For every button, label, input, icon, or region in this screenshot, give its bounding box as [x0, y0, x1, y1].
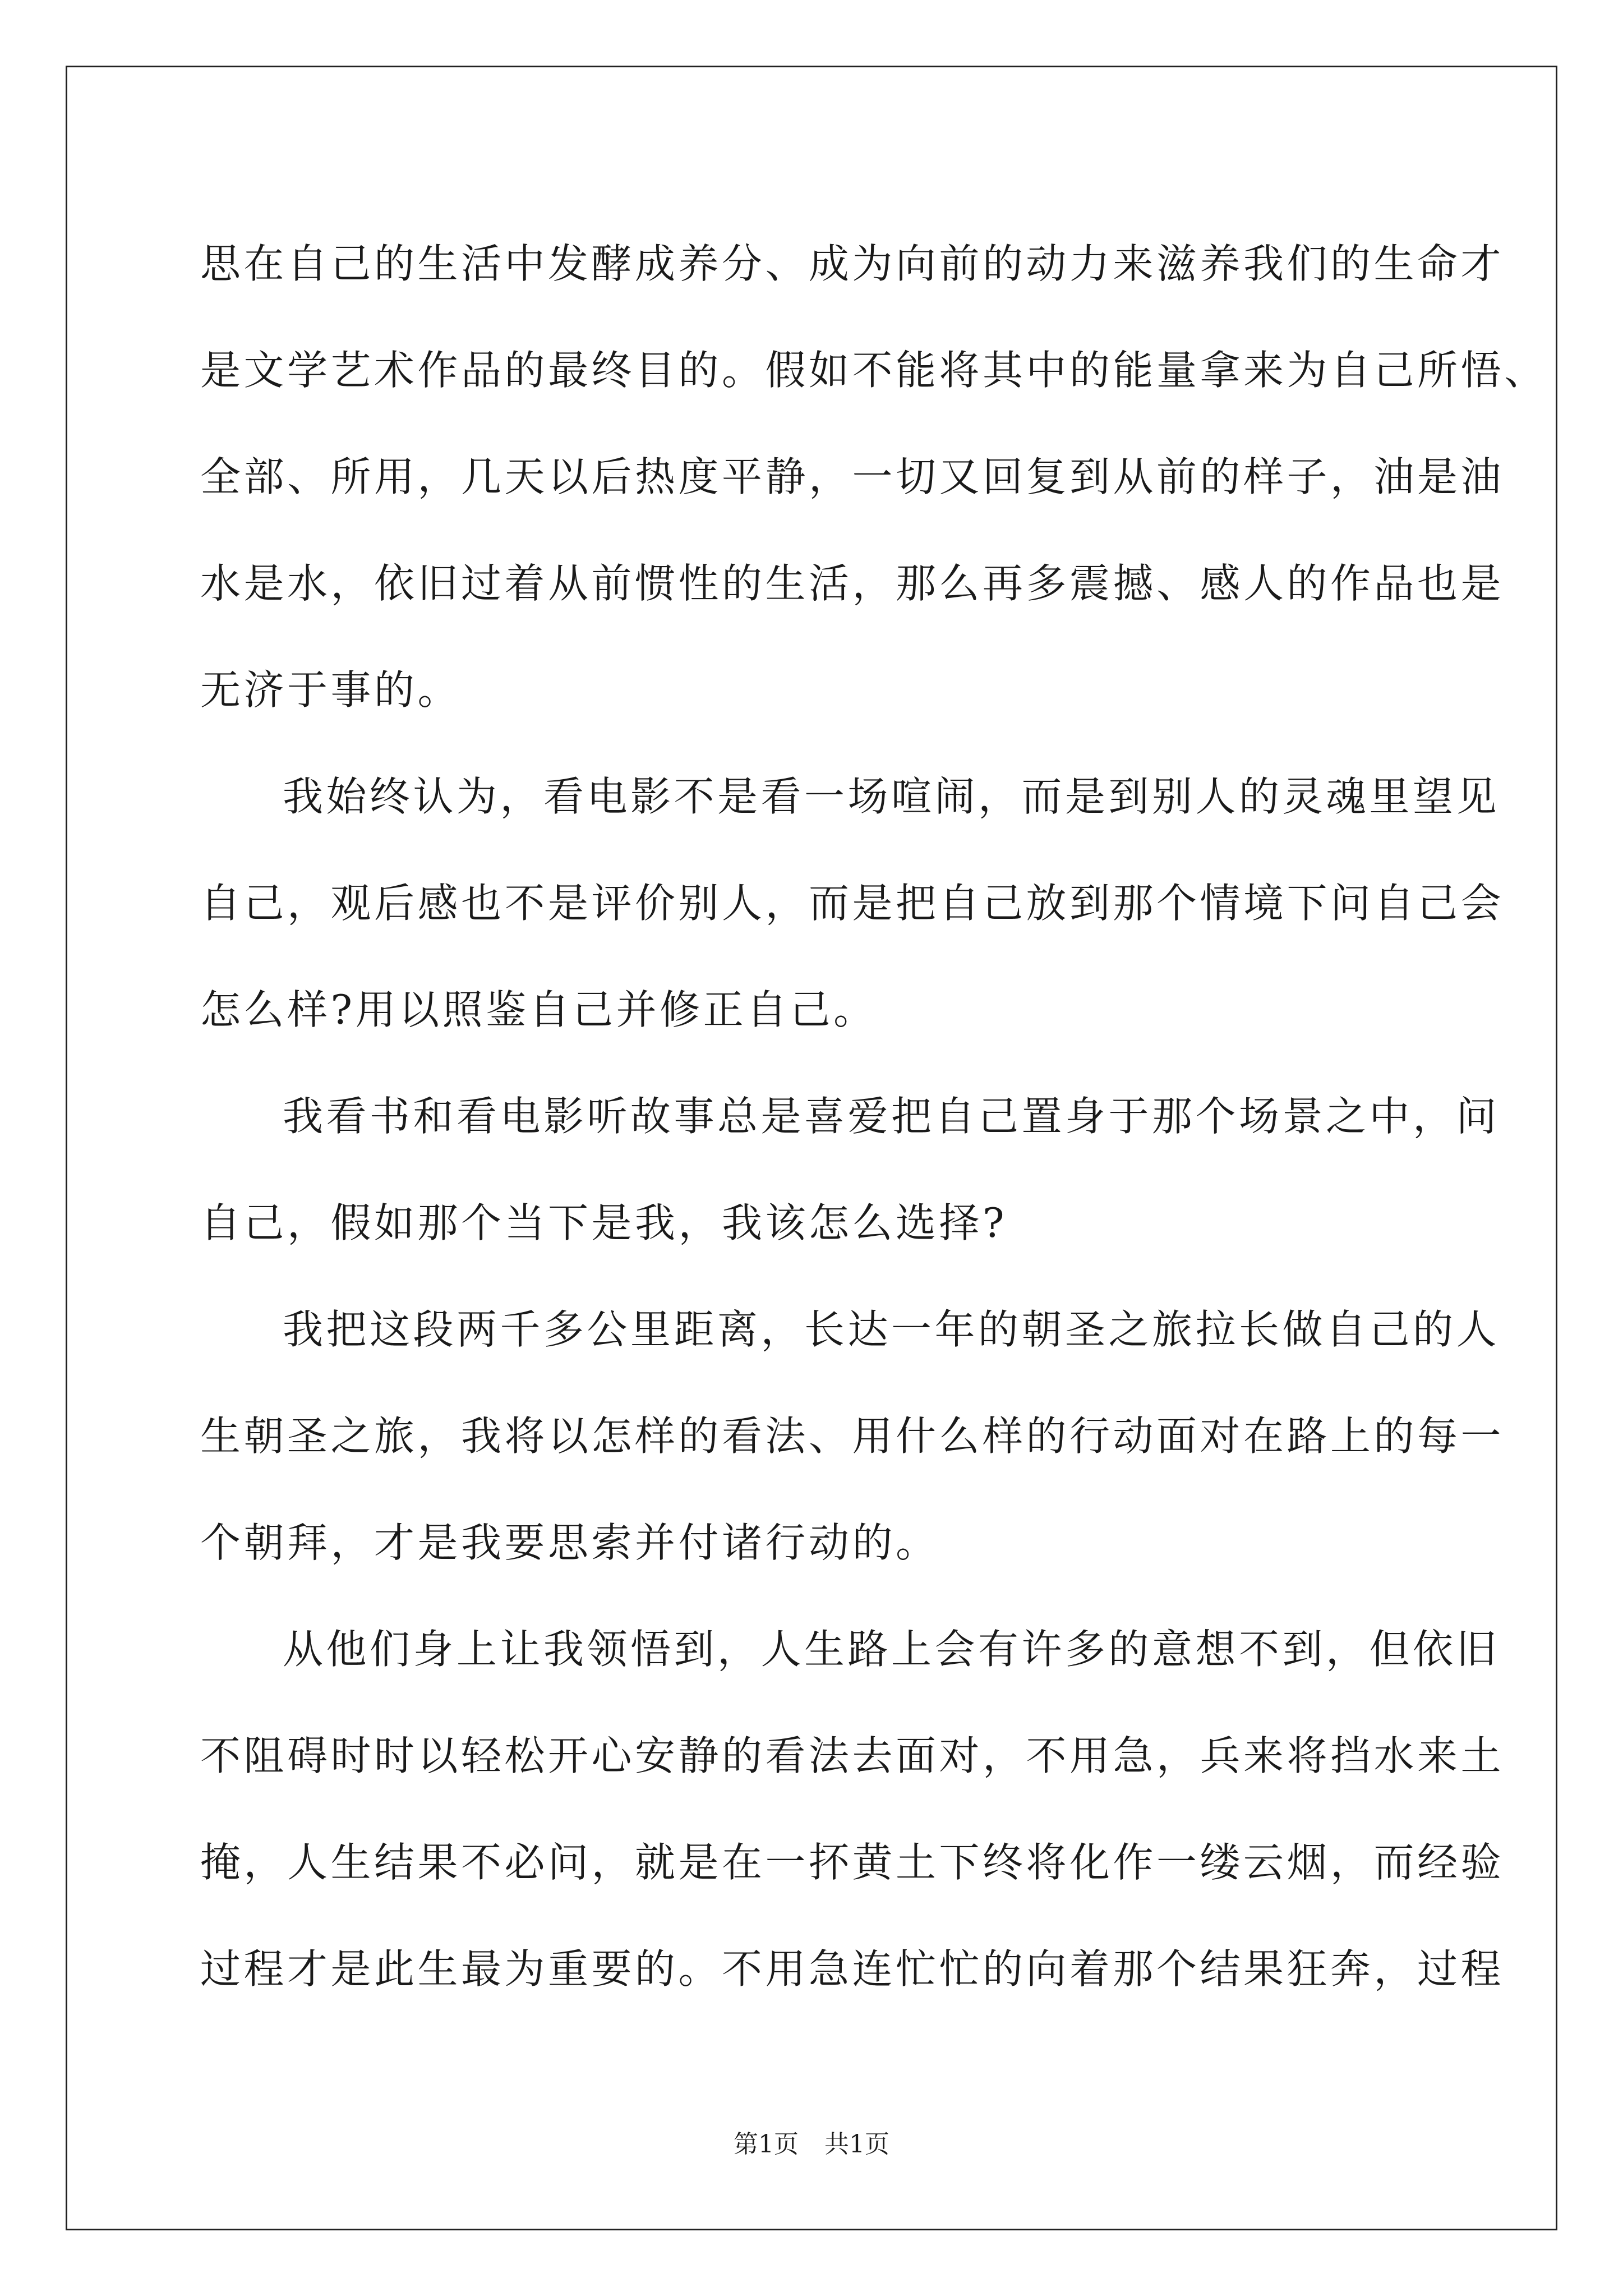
page-number: 第1页 [734, 2130, 799, 2159]
text-line: 个朝拜，才是我要思索并付诸行动的。 [200, 1519, 939, 1566]
document-body [200, 210, 1548, 2022]
page-footer [0, 2124, 1623, 2160]
page-total: 共1页 [824, 2130, 889, 2159]
text-line: 生朝圣之旅，我将以怎样的看法、用什么样的行动面对在路上的每一 [200, 1412, 1505, 1460]
text-line: 自己，假如那个当下是我，我该怎么选择? [200, 1199, 1008, 1246]
text-line: 我始终认为，看电影不是看一场喧闹，而是到别人的灵魂里望见 [283, 773, 1500, 820]
text-line: 掩，人生结果不必问，就是在一抔黄土下终将化作一缕云烟，而经验 [200, 1839, 1505, 1886]
text-line: 我把这段两千多公里距离，长达一年的朝圣之旅拉长做自己的人 [283, 1306, 1500, 1353]
text-line: 从他们身上让我领悟到，人生路上会有许多的意想不到，但依旧 [283, 1626, 1500, 1673]
text-line: 思在自己的生活中发酵成养分、成为向前的动力来滋养我们的生命才 [200, 240, 1505, 287]
text-line: 怎么样?用以照鉴自己并修正自己。 [200, 986, 877, 1033]
text-line: 水是水，依旧过着从前惯性的生活，那么再多震撼、感人的作品也是 [200, 560, 1505, 607]
text-line: 是文学艺术作品的最终目的。假如不能将其中的能量拿来为自己所悟、 [200, 347, 1548, 394]
text-line: 无济于事的。 [200, 666, 462, 714]
text-line: 我看书和看电影听故事总是喜爱把自己置身于那个场景之中，问 [283, 1093, 1500, 1140]
text-line: 全部、所用，几天以后热度平静，一切又回复到从前的样子，油是油 [200, 453, 1505, 500]
text-line: 过程才是此生最为重要的。不用急连忙忙的向着那个结果狂奔，过程 [200, 1945, 1505, 1993]
text-line: 不阻碍时时以轻松开心安静的看法去面对，不用急，兵来将挡水来土 [200, 1732, 1505, 1779]
text-line: 自己，观后感也不是评价别人，而是把自己放到那个情境下问自己会 [200, 880, 1505, 927]
